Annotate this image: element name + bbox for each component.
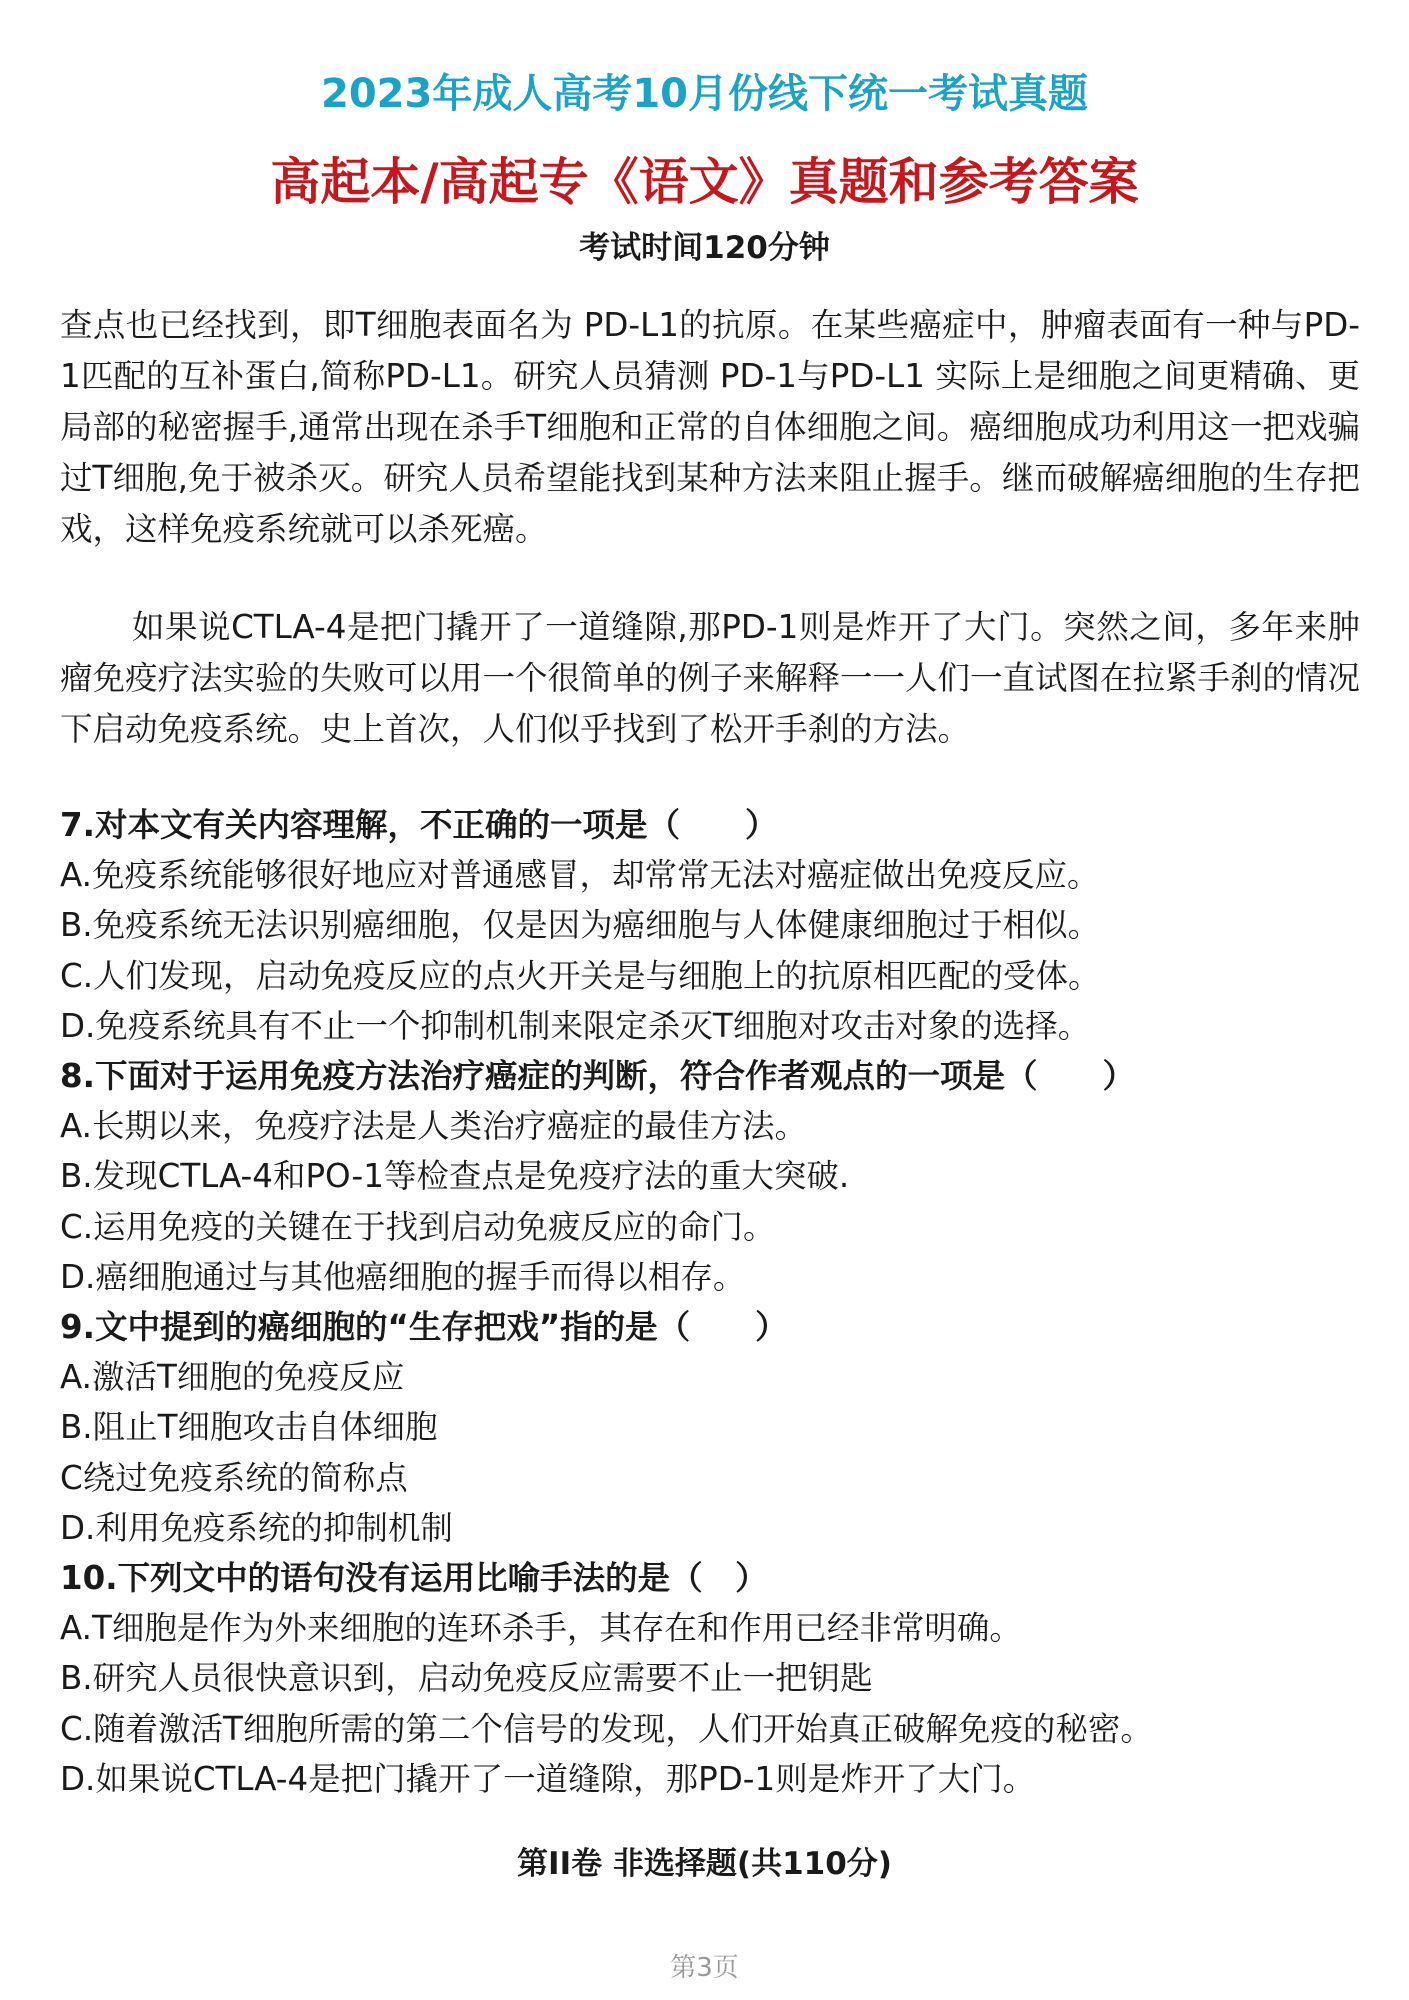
question-list: [60, 800, 1360, 1804]
option-a: A.免疫系统能够很好地应对普通感冒，却常常无法对癌症做出免疫反应。: [60, 856, 1100, 895]
option-a: A.激活T细胞的免疫反应: [60, 1358, 405, 1397]
option-c: C.人们发现，启动免疫反应的点火开关是与细胞上的抗原相匹配的受体。: [60, 956, 1101, 995]
option-c: C.随着激活T细胞所需的第二个信号的发现，人们开始真正破解免疫的秘密。: [60, 1709, 1153, 1748]
passage-paragraph-1: 查点也已经找到，即T细胞表面名为 PD-L1的抗原。在某些癌症中，肿瘤表面有一种与PD-1匹配的互补蛋白,简称PD-L1。研究人员猜测 PD-1与PD-L1 实际上是细胞之间更精确、更局部的秘密握手,通常出现在杀手T细胞和正常的自体细胞之间。癌细胞成功利用这一把戏骗过T细胞,免于被杀灭。研究人员希望能找到某种方法来阻止握手。继而破解癌细胞的生存把戏，这样免疫系统就可以杀死癌。: [60, 306, 1360, 548]
question-stem: 10.下列文中的语句没有运用比喻手法的是（ ）: [60, 1559, 768, 1598]
option-b: B.免疫系统无法识别癌细胞，仅是因为癌细胞与人体健康细胞过于相似。: [60, 906, 1101, 945]
option-c: C绕过免疫系统的简称点: [60, 1458, 408, 1497]
question-stem: 8.下面对于运用免疫方法治疗癌症的判断，符合作者观点的一项是（ ）: [60, 1057, 1135, 1096]
option-d: D.利用免疫系统的抑制机制: [60, 1508, 453, 1547]
question-stem: 9.文中提到的癌细胞的“生存把戏”指的是（ ）: [60, 1308, 788, 1347]
option-d: D.如果说CTLA-4是把门撬开了一道缝隙，那PD-1则是炸开了大门。: [60, 1759, 1036, 1798]
option-d: D.癌细胞通过与其他癌细胞的握手而得以相存。: [60, 1257, 746, 1296]
exam-title: 高起本/高起专《语文》真题和参考答案: [270, 153, 1139, 211]
question-8: [60, 1051, 1360, 1302]
passage-paragraph-2: 如果说CTLA-4是把门撬开了一道缝隙,那PD-1则是炸开了大门。突然之间，多年来肿瘤免疫疗法实验的失败可以用一个很简单的例子来解释一一人们一直试图在拉紧手刹的情况下启动免疫系统。史上首次，人们似乎找到了松开手刹的方法。: [60, 608, 1361, 748]
page-number: 第3页: [670, 1953, 739, 1983]
question-10: [60, 1553, 1360, 1804]
option-a: A.长期以来，免疫疗法是人类治疗癌症的最佳方法。: [60, 1107, 807, 1146]
option-b: B.阻止T细胞攻击自体细胞: [60, 1408, 438, 1447]
option-c: C.运用免疫的关键在于找到启动免疲反应的命门。: [60, 1207, 776, 1246]
exam-time: 考试时间120分钟: [579, 230, 830, 266]
option-a: A.T细胞是作为外来细胞的连环杀手，其存在和作用已经非常明确。: [60, 1609, 1022, 1648]
exam-subtitle: 2023年成人高考10月份线下统一考试真题: [321, 71, 1088, 117]
question-7: [60, 800, 1360, 1051]
question-stem: 7.对本文有关内容理解，不正确的一项是（ ）: [60, 806, 778, 844]
option-b: B.发现CTLA-4和PO-1等检查点是免疫疗法的重大突破.: [60, 1157, 850, 1196]
section-heading: 第II卷 非选择题(共110分): [517, 1846, 892, 1882]
option-b: B.研究人员很快意识到，启动免疫反应需要不止一把钥匙: [60, 1659, 873, 1698]
option-d: D.免疫系统具有不止一个抑制机制来限定杀灭T细胞对攻击对象的选择。: [60, 1006, 1091, 1045]
question-9: [60, 1302, 1360, 1553]
